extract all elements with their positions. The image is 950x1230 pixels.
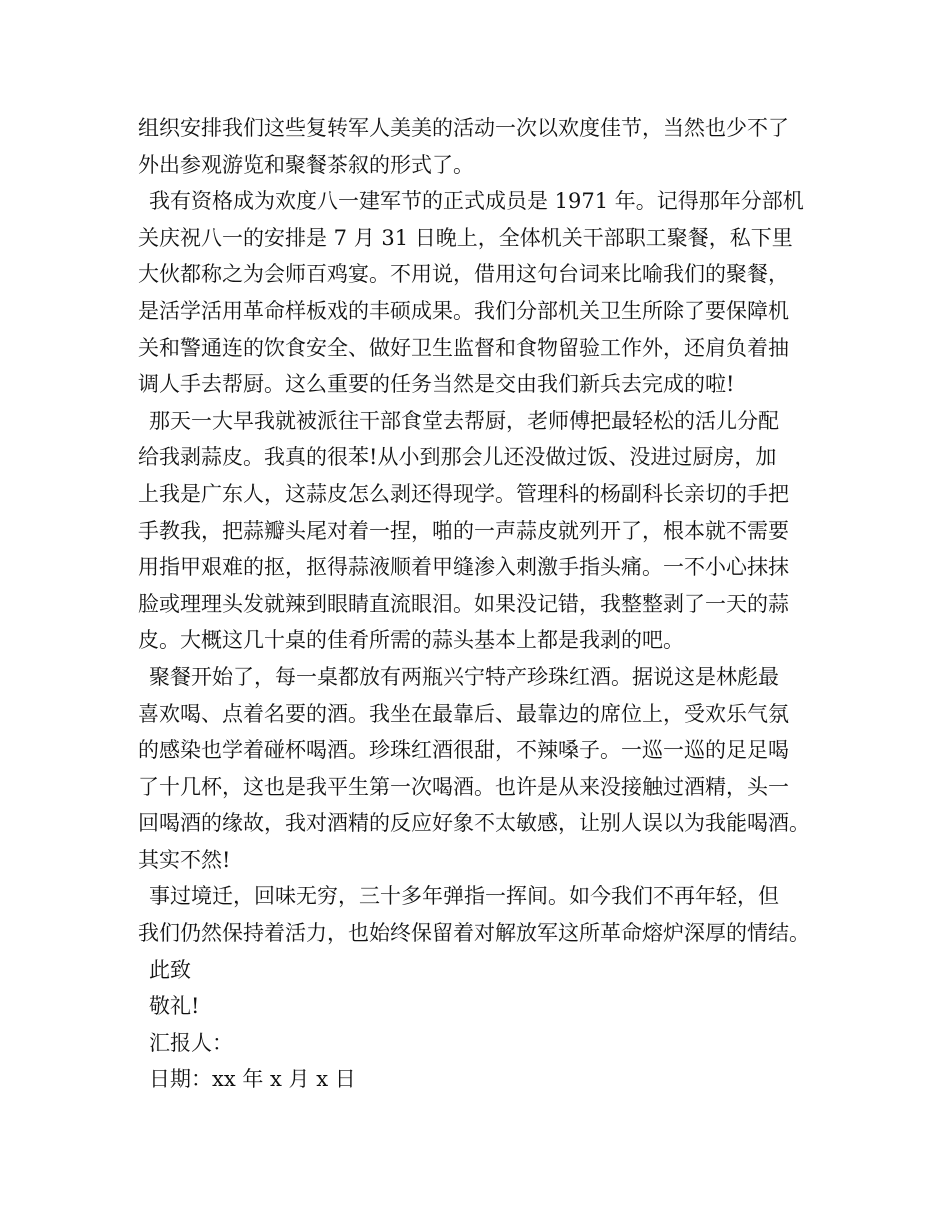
paragraph-start-line: 事过境迁，回味无穷，三十多年弹指一挥间。如今我们不再年轻，但 <box>149 884 779 909</box>
text-line: 喜欢喝、点着名要的酒。我坐在最靠后、最靠边的席位上，受欢乐气氛 <box>138 701 789 726</box>
text-line: 回喝酒的缘故，我对酒精的反应好象不太敏感，让别人误以为我能喝酒。 <box>138 811 810 836</box>
text-line: 脸或理理头发就辣到眼睛直流眼泪。如果没记错，我整整剥了一天的蒜 <box>138 591 789 616</box>
text-line: 关庆祝八一的安排是 7 月 31 日晚上，全体机关干部职工聚餐，私下里 <box>138 225 793 250</box>
text-line: 用指甲艰难的抠，抠得蒜液顺着甲缝渗入刺激手指头痛。一不小心抹抹 <box>138 555 789 580</box>
text-line: 手教我，把蒜瓣头尾对着一捏，啪的一声蒜皮就列开了，根本就不需要 <box>138 518 789 543</box>
paragraph-start-line: 那天一大早我就被派往干部食堂去帮厨，老师傅把最轻松的活儿分配 <box>149 408 779 433</box>
text-line: 皮。大概这几十桌的佳肴所需的蒜头基本上都是我剥的吧。 <box>138 628 684 653</box>
text-line: 给我剥蒜皮。我真的很苯!从小到那会儿还没做过饭、没进过厨房，加 <box>138 445 777 470</box>
closing-regards: 敬礼! <box>149 994 200 1019</box>
text-line: 关和警通连的饮食安全、做好卫生监督和食物留验工作外，还肩负着抽 <box>138 335 789 360</box>
paragraph-start-line: 聚餐开始了，每一桌都放有两瓶兴宁特产珍珠红酒。据说这是林彪最 <box>149 664 779 689</box>
text-line: 外出参观游览和聚餐茶叙的形式了。 <box>138 152 474 177</box>
paragraph-start-line: 我有资格成为欢度八一建军节的正式成员是 1971 年。记得那年分部机 <box>149 189 804 214</box>
closing-salutation: 此致 <box>149 957 191 982</box>
text-line: 其实不然! <box>138 847 231 872</box>
text-line: 是活学活用革命样板戏的丰硕成果。我们分部机关卫生所除了要保障机 <box>138 298 789 323</box>
date-line: 日期：xx 年 x 月 x 日 <box>149 1067 356 1092</box>
letter-body <box>138 110 838 1098</box>
text-line: 大伙都称之为会师百鸡宴。不用说，借用这句台词来比喻我们的聚餐， <box>138 262 789 287</box>
text-line: 上我是广东人，这蒜皮怎么剥还得现学。管理科的杨副科长亲切的手把 <box>138 481 789 506</box>
text-line: 组织安排我们这些复转军人美美的活动一次以欢度佳节，当然也少不了 <box>138 116 789 140</box>
text-line: 的感染也学着碰杯喝酒。珍珠红酒很甜，不辣嗓子。一巡一巡的足足喝 <box>138 738 789 763</box>
text-line: 我们仍然保持着活力，也始终保留着对解放军这所革命熔炉深厚的情结。 <box>138 921 810 946</box>
text-line: 了十几杯，这也是我平生第一次喝酒。也许是从来没接触过酒精，头一 <box>138 774 789 799</box>
text-line: 调人手去帮厨。这么重要的任务当然是交由我们新兵去完成的啦! <box>138 372 735 397</box>
reporter-label: 汇报人： <box>149 1030 233 1055</box>
